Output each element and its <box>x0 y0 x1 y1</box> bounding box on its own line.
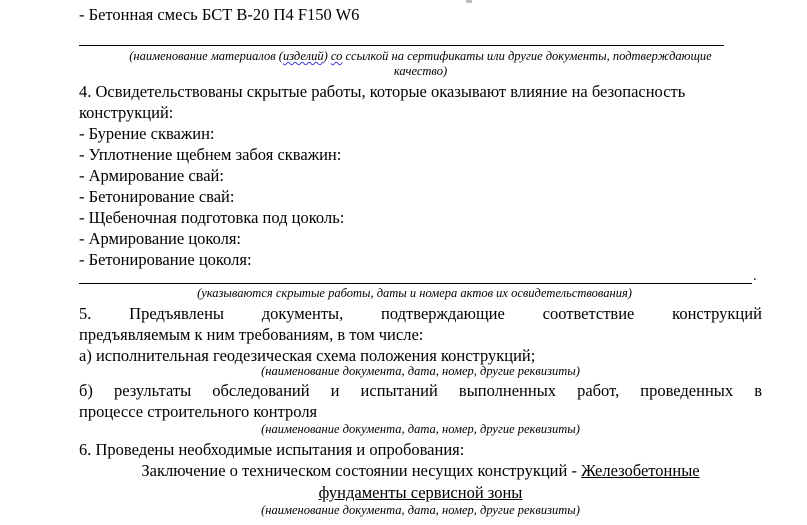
word: работ, <box>577 381 620 400</box>
hidden-work-item: - Армирование цоколя: <box>79 229 242 248</box>
section5-title-line2: предъявляемым к ним требованиям, в том числе: <box>79 325 424 344</box>
hidden-work-item: - Щебеночная подготовка под цоколь: <box>79 208 345 227</box>
word: документы, <box>261 304 344 323</box>
section4-underline <box>79 283 752 284</box>
note-text: (наименование материалов ( <box>129 49 283 63</box>
word: подтверждающие <box>381 304 505 323</box>
hidden-work-item: - Бурение скважин: <box>79 124 215 143</box>
conclusion-text: Заключение о техническом состоянии несущих конструкций - <box>141 461 582 480</box>
word: в <box>754 381 762 400</box>
hidden-work-item: - Бетонирование свай: <box>79 187 235 206</box>
section5-note-a: (наименование документа, дата, номер, другие реквизиты) <box>261 364 580 378</box>
word: Предъявлены <box>129 304 224 323</box>
material-line: - Бетонная смесь БСТ В-20 П4 F150 W6 <box>79 5 360 24</box>
material-note <box>79 48 762 64</box>
material-note-line2: качество) <box>393 64 448 78</box>
section6-note: (наименование документа, дата, номер, другие реквизиты) <box>261 503 580 517</box>
word: испытаний <box>360 381 438 400</box>
section6-title: 6. Проведены необходимые испытания и опробования: <box>79 440 465 459</box>
note-text: ссылкой на сертификаты или другие документы, подтверждающие <box>342 49 712 63</box>
section6-conclusion-line2 <box>79 482 762 503</box>
spellcheck-word[interactable]: со <box>330 49 343 63</box>
word: выполненных <box>458 381 557 400</box>
word: и <box>330 381 340 400</box>
hidden-work-item: - Уплотнение щебнем забоя скважин: <box>79 145 342 164</box>
section4-note: (указываются скрытые работы, даты и номера актов их освидетельствования) <box>197 286 632 300</box>
section5-item-b-line1 <box>79 380 762 401</box>
hidden-work-item: - Армирование свай: <box>79 166 224 185</box>
word: результаты <box>113 381 192 400</box>
page-edge-marker <box>466 0 472 3</box>
rule-end-dot: . <box>753 269 757 284</box>
word: 5. <box>79 304 92 323</box>
section5-item-b-line2: процессе строительного контроля <box>79 402 318 421</box>
section4-title-line1: 4. Освидетельствованы скрытые работы, которые оказывают влияние на безопасность <box>79 82 686 101</box>
section5-title-line1 <box>79 303 762 324</box>
word: б) <box>79 381 93 400</box>
material-underline <box>79 45 724 46</box>
spellcheck-word[interactable]: изделий <box>282 49 324 63</box>
conclusion-subject: фундаменты сервисной зоны <box>318 483 523 502</box>
section6-conclusion-line1 <box>79 460 762 481</box>
section5-note-b: (наименование документа, дата, номер, другие реквизиты) <box>261 422 580 436</box>
word: конструкций <box>672 304 762 323</box>
word: обследований <box>212 381 310 400</box>
word: проведенных <box>640 381 734 400</box>
section4-title-line2: конструкций: <box>79 103 174 122</box>
conclusion-subject: Железобетонные <box>581 461 700 480</box>
section5-item-a: а) исполнительная геодезическая схема положения конструкций; <box>79 346 536 365</box>
word: соответствие <box>542 304 635 323</box>
note-text: ) <box>323 49 331 63</box>
hidden-work-item: - Бетонирование цоколя: <box>79 250 252 269</box>
